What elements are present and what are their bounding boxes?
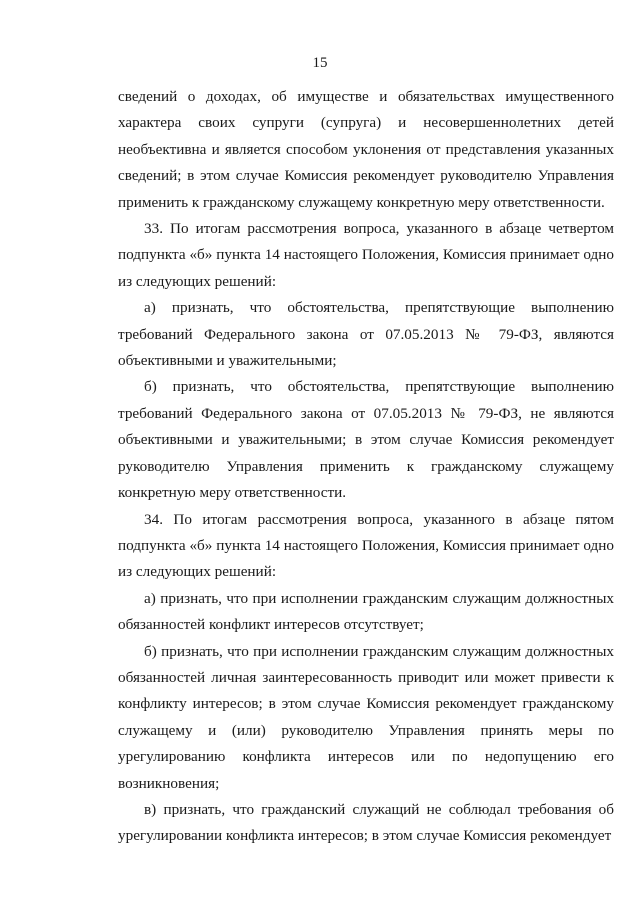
paragraph-item-33b: б) признать, что обстоятельства, препятствующие выполнению требований Федерального закона от 07.05.2013 № 79-ФЗ, не являются объективными и уважительными; в этом случае Комиссия рекомендует руководителю Управления применить к гражданскому служащему конкретную меру ответственности. (118, 378, 614, 502)
paragraph-item-34b: б) признать, что при исполнении гражданским служащим должностных обязанностей личная заинтересованность приводит или может привести к конфликту интересов; в этом случае Комиссия рекомендует гражданскому служащему и (или) руководителю Управления принять меры по урегулированию конфликта интересов или по недопущению его возникновения; (118, 642, 614, 792)
paragraph-item-34a: а) признать, что при исполнении гражданским служащим должностных обязанностей конфликт интересов отсутствует; (118, 589, 614, 634)
page-number: 15 (312, 55, 328, 71)
paragraph-item-33: 33. По итогам рассмотрения вопроса, указанного в абзаце четвертом подпункта «б» пункта 14 настоящего Положения, Комиссия принимает одно из следующих решений: (118, 220, 614, 290)
paragraph-item-34v: в) признать, что гражданский служащий не соблюдал требования об урегулировании конфликта интересов; в этом случае Комиссия рекомендует (118, 800, 614, 845)
document-body (118, 84, 614, 850)
paragraph-item-33a: а) признать, что обстоятельства, препятствующие выполнению требований Федерального закона от 07.05.2013 № 79-ФЗ, являются объективными и уважительными; (118, 299, 614, 370)
paragraph-item-34: 34. По итогам рассмотрения вопроса, указанного в абзаце пятом подпункта «б» пункта 14 настоящего Положения, Комиссия принимает одно из следующих решений: (118, 510, 614, 581)
paragraph-continuation: сведений о доходах, об имуществе и обязательствах имущественного характера своих супруги (супруга) и несовершеннолетних детей необъективна и является способом уклонения от представления указанных сведений; в этом случае Комиссия рекомендует руководителю Управления применить к гражданскому служащему конкретную меру ответственности. (118, 88, 614, 211)
